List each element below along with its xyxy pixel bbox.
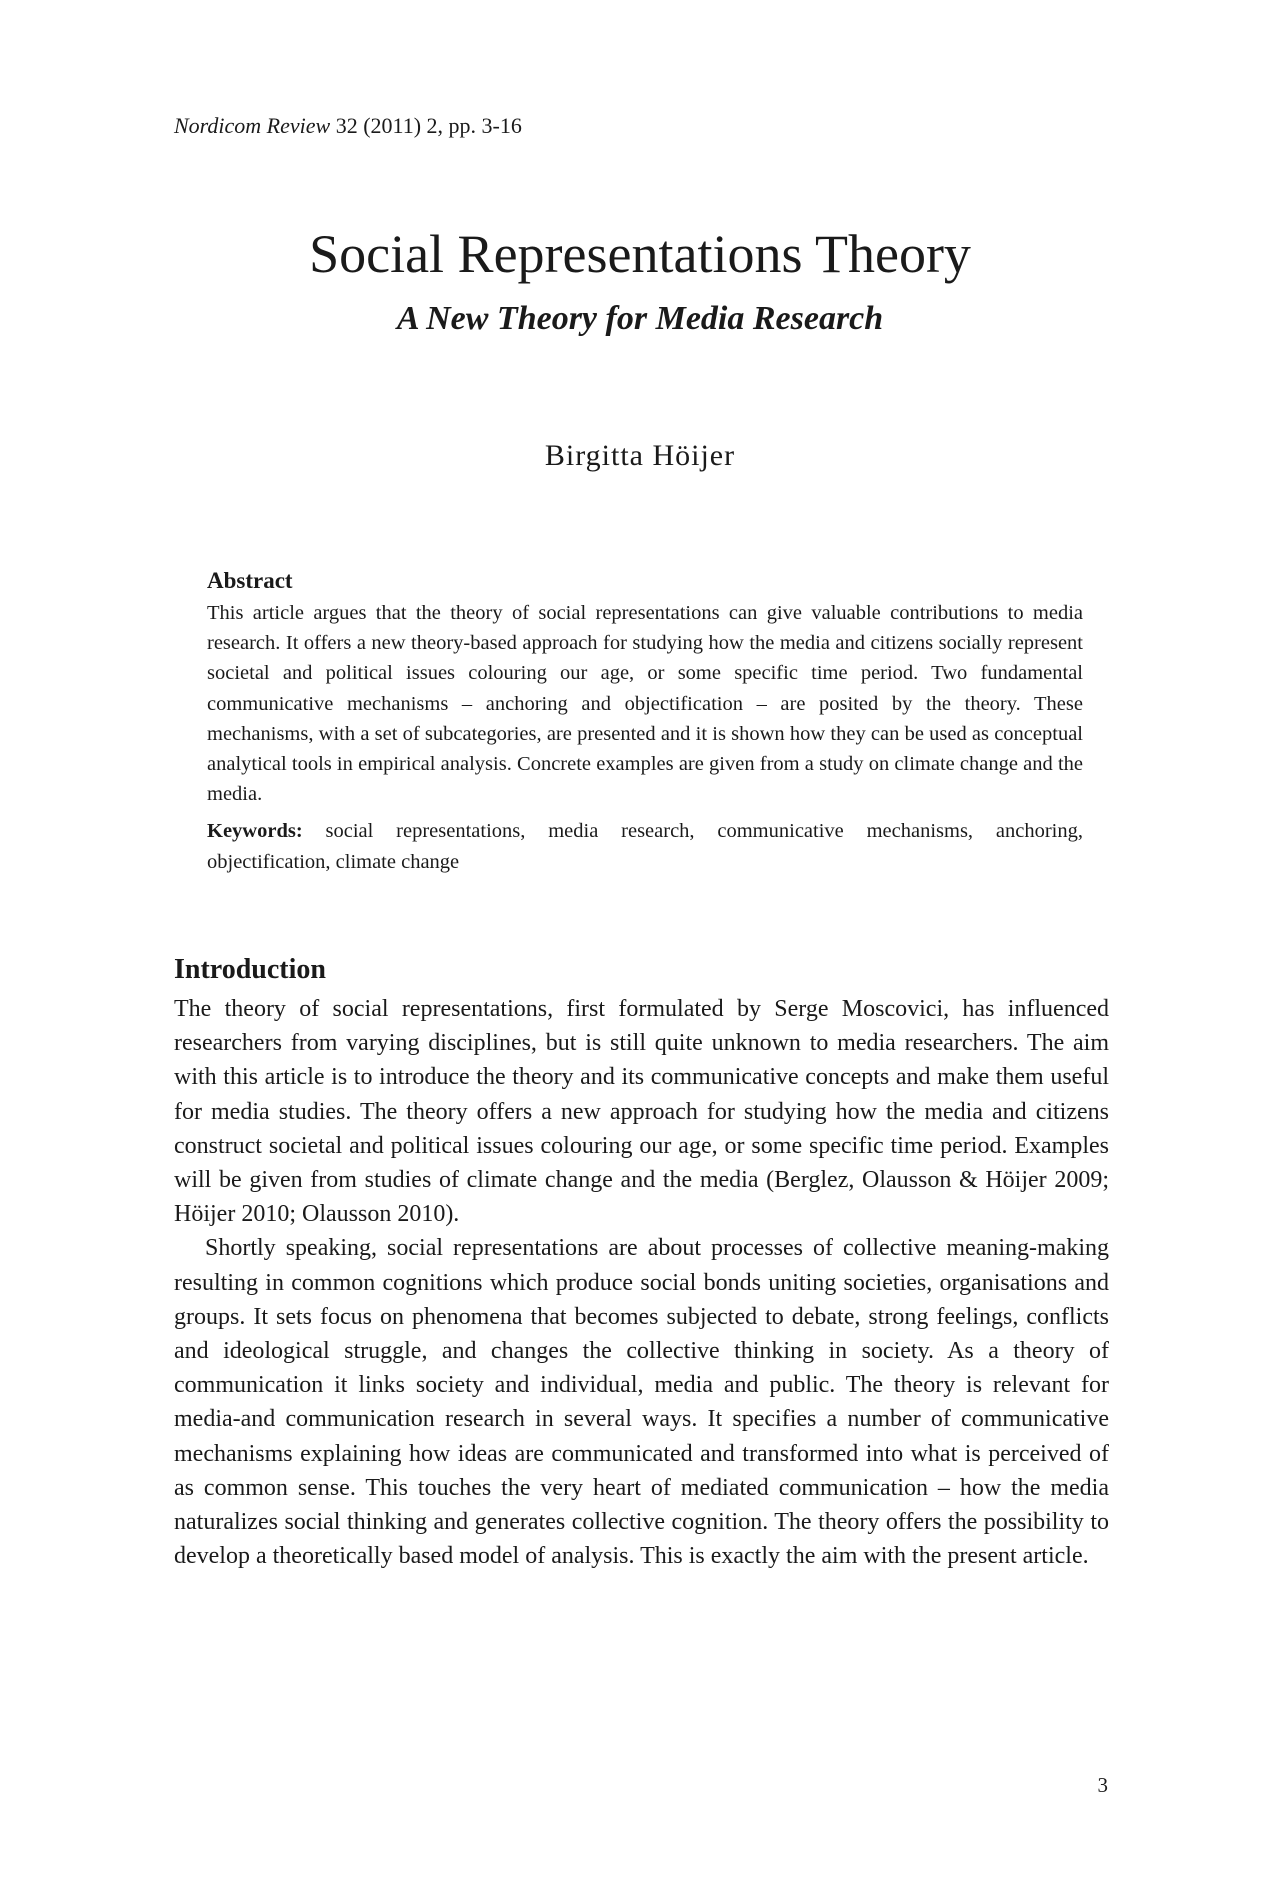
abstract-text: This article argues that the theory of social representations can give valuable contributions to media research. It offers a new theory-based approach for studying how the media and citizens socially represent societal and political issues colouring our age, or some specific time period. Two fundamental communicative mechanisms – anchoring and objectification – are posited by the theory. These mechanisms, with a set of subcategories, are presented and it is shown how they can be used as conceptual analytical tools in empirical analysis. Concrete examples are given from a study on climate change and the media. [207,602,1083,806]
section-heading-introduction: Introduction [174,954,326,985]
body-paragraph: Shortly speaking, social representations are about processes of collective meaning-making resulting in common cognitions which produce social bonds uniting societies, organisations and groups. It sets focus on phenomena that becomes subjected to debate, strong feelings, conflicts and ideological struggle, and changes the collective thinking in society. As a theory of communication it links society and individual, media and public. The theory is relevant for media-and communication research in several ways. It specifies a number of communicative mechanisms explaining how ideas are communicated and transformed into what is perceived of as common sense. This touches the very heart of mediated communication – how the media naturalizes social thinking and generates collective cognition. The theory offers the possibility to develop a theoretically based model of analysis. This is exactly the aim with the present article. [174,1235,1109,1570]
keywords-list: social representations, media research, communicative mechanisms, anchoring, objectification, climate change [207,820,1083,873]
journal-name: Nordicom Review [174,113,331,138]
abstract-block [207,566,1083,877]
keywords [207,816,1083,876]
article-title: Social Representations Theory [309,224,971,284]
journal-details: 32 (2011) 2, pp. 3-16 [335,113,522,138]
article-subtitle: A New Theory for Media Research [396,300,884,337]
author-name: Birgitta Höijer [544,439,736,472]
abstract-heading: Abstract [207,568,293,593]
journal-reference [174,112,522,140]
keywords-label: Keywords: [207,820,303,843]
body-paragraph: The theory of social representations, first formulated by Serge Moscovici, has influenced researchers from varying disciplines, but is still quite unknown to media researchers. The aim with this article is to introduce the theory and its communicative concepts and make them useful for media studies. The theory offers a new approach for studying how the media and citizens construct societal and political issues colouring our age, or some specific time period. Examples will be given from studies of climate change and the media (Berglez, Olausson & Höijer 2009; Höijer 2010; Olausson 2010). [174,996,1109,1228]
introduction-section [174,952,1109,1573]
page-number: 3 [1097,1773,1108,1797]
